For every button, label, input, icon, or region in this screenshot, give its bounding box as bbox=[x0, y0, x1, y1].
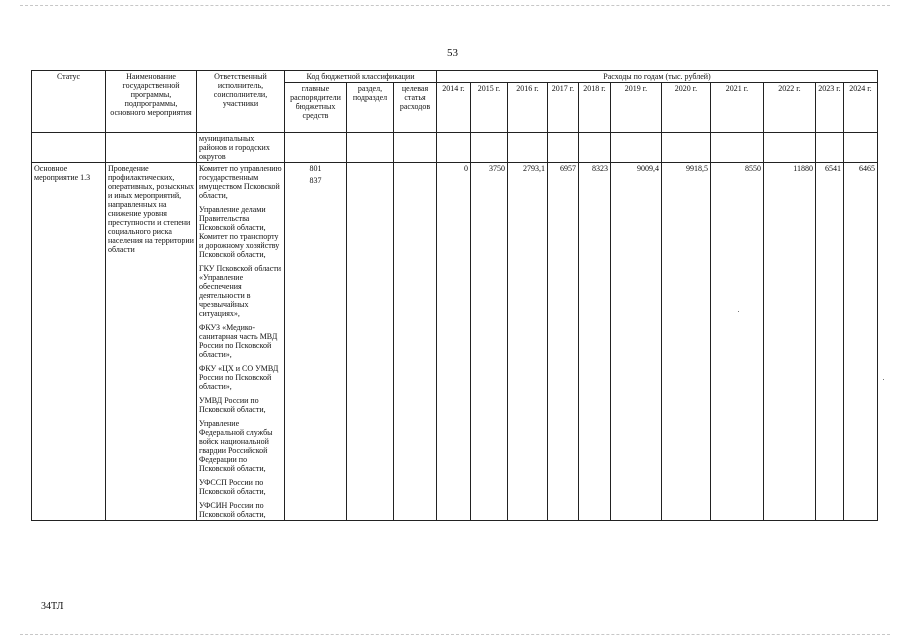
header-year: 2023 г. bbox=[816, 83, 844, 133]
participant-item: ФКУЗ «Медико-санитарная часть МВД России по Псковской области», bbox=[199, 323, 278, 359]
main-activity-row bbox=[32, 163, 878, 521]
table-cell bbox=[548, 133, 579, 163]
participant-item: Управление Федеральной службы войск национальной гвардии Российской Федерации по Псковской области, bbox=[199, 419, 273, 473]
participant-item: УМВД России по Псковской области, bbox=[199, 396, 266, 414]
header-program-name: Наименование государственной программы, подпрограммы, основного мероприятия bbox=[106, 71, 197, 133]
activity-name: Проведение профилактических, оперативных, розыскных и иных мероприятий, направленных на снижение уровня преступности и степени социального риска населения на территории области bbox=[106, 163, 197, 521]
page-number: 53 bbox=[447, 47, 458, 59]
header-main-managers: главные распорядители бюджетных средств bbox=[285, 83, 347, 133]
value-cell: 2793,1 bbox=[508, 163, 548, 521]
scan-speck bbox=[883, 379, 884, 380]
section-cell bbox=[347, 163, 394, 521]
manager-code: 801 bbox=[309, 164, 322, 173]
continuation-responsible: муниципальных районов и городских округов bbox=[197, 133, 285, 163]
participant-item: Управление делами Правительства Псковской области, Комитет по транспорту и дорожному хозяйству Псковской области, bbox=[199, 205, 280, 259]
value-cell: 8550 bbox=[711, 163, 764, 521]
scan-top-edge bbox=[20, 5, 890, 6]
header-responsible: Ответственный исполнитель, соисполнители, участники bbox=[197, 71, 285, 133]
value-cell: 6957 bbox=[548, 163, 579, 521]
header-year: 2022 г. bbox=[764, 83, 816, 133]
header-row bbox=[32, 71, 878, 83]
participant-item: ГКУ Псковской области «Управление обеспечения деятельности в чрезвычайных ситуациях», bbox=[199, 264, 282, 318]
table-cell bbox=[579, 133, 611, 163]
header-year: 2020 г. bbox=[662, 83, 711, 133]
header-year: 2017 г. bbox=[548, 83, 579, 133]
header-year: 2024 г. bbox=[844, 83, 878, 133]
scan-bottom-edge bbox=[20, 634, 890, 635]
header-budget-code: Код бюджетной классификации bbox=[285, 71, 437, 83]
header-year: 2015 г. bbox=[471, 83, 508, 133]
header-year: 2021 г. bbox=[711, 83, 764, 133]
value-cell: 6465 bbox=[844, 163, 878, 521]
value-cell: 3750 bbox=[471, 163, 508, 521]
table-cell bbox=[711, 133, 764, 163]
table-cell bbox=[106, 133, 197, 163]
table-cell bbox=[611, 133, 662, 163]
header-section: раздел, подраздел bbox=[347, 83, 394, 133]
table-cell bbox=[816, 133, 844, 163]
target-article-cell bbox=[394, 163, 437, 521]
participants-cell bbox=[197, 163, 285, 521]
value-cell: 11880 bbox=[764, 163, 816, 521]
value-cell: 9009,4 bbox=[611, 163, 662, 521]
table-cell bbox=[844, 133, 878, 163]
participant-item: УФССП России по Псковской области, bbox=[199, 478, 266, 496]
table-cell bbox=[662, 133, 711, 163]
value-cell: 9918,5 bbox=[662, 163, 711, 521]
table-cell bbox=[285, 133, 347, 163]
value-cell: 6541 bbox=[816, 163, 844, 521]
table-cell bbox=[764, 133, 816, 163]
header-year: 2019 г. bbox=[611, 83, 662, 133]
activity-status: Основное мероприятие 1.3 bbox=[32, 163, 106, 521]
table-cell bbox=[394, 133, 437, 163]
table-cell bbox=[471, 133, 508, 163]
footer-code: 34ТЛ bbox=[41, 601, 64, 612]
budget-table bbox=[31, 70, 878, 521]
participant-item: ФКУ «ЦХ и СО УМВД России по Псковской области», bbox=[199, 364, 279, 391]
value-cell: 0 bbox=[437, 163, 471, 521]
managers-cell bbox=[285, 163, 347, 521]
continuation-row bbox=[32, 133, 878, 163]
header-status: Статус bbox=[32, 71, 106, 133]
value-cell: 8323 bbox=[579, 163, 611, 521]
header-year: 2016 г. bbox=[508, 83, 548, 133]
participant-item: Комитет по управлению государственным имуществом Псковской области, bbox=[199, 164, 282, 200]
manager-code: 837 bbox=[309, 176, 322, 185]
header-target-article: целевая статья расходов bbox=[394, 83, 437, 133]
header-year: 2018 г. bbox=[579, 83, 611, 133]
participant-item: УФСИН России по Псковской области, bbox=[199, 501, 266, 519]
table-cell bbox=[437, 133, 471, 163]
table-cell bbox=[347, 133, 394, 163]
header-expenses: Расходы по годам (тыс. рублей) bbox=[437, 71, 878, 83]
header-year: 2014 г. bbox=[437, 83, 471, 133]
table-cell bbox=[32, 133, 106, 163]
table-cell bbox=[508, 133, 548, 163]
